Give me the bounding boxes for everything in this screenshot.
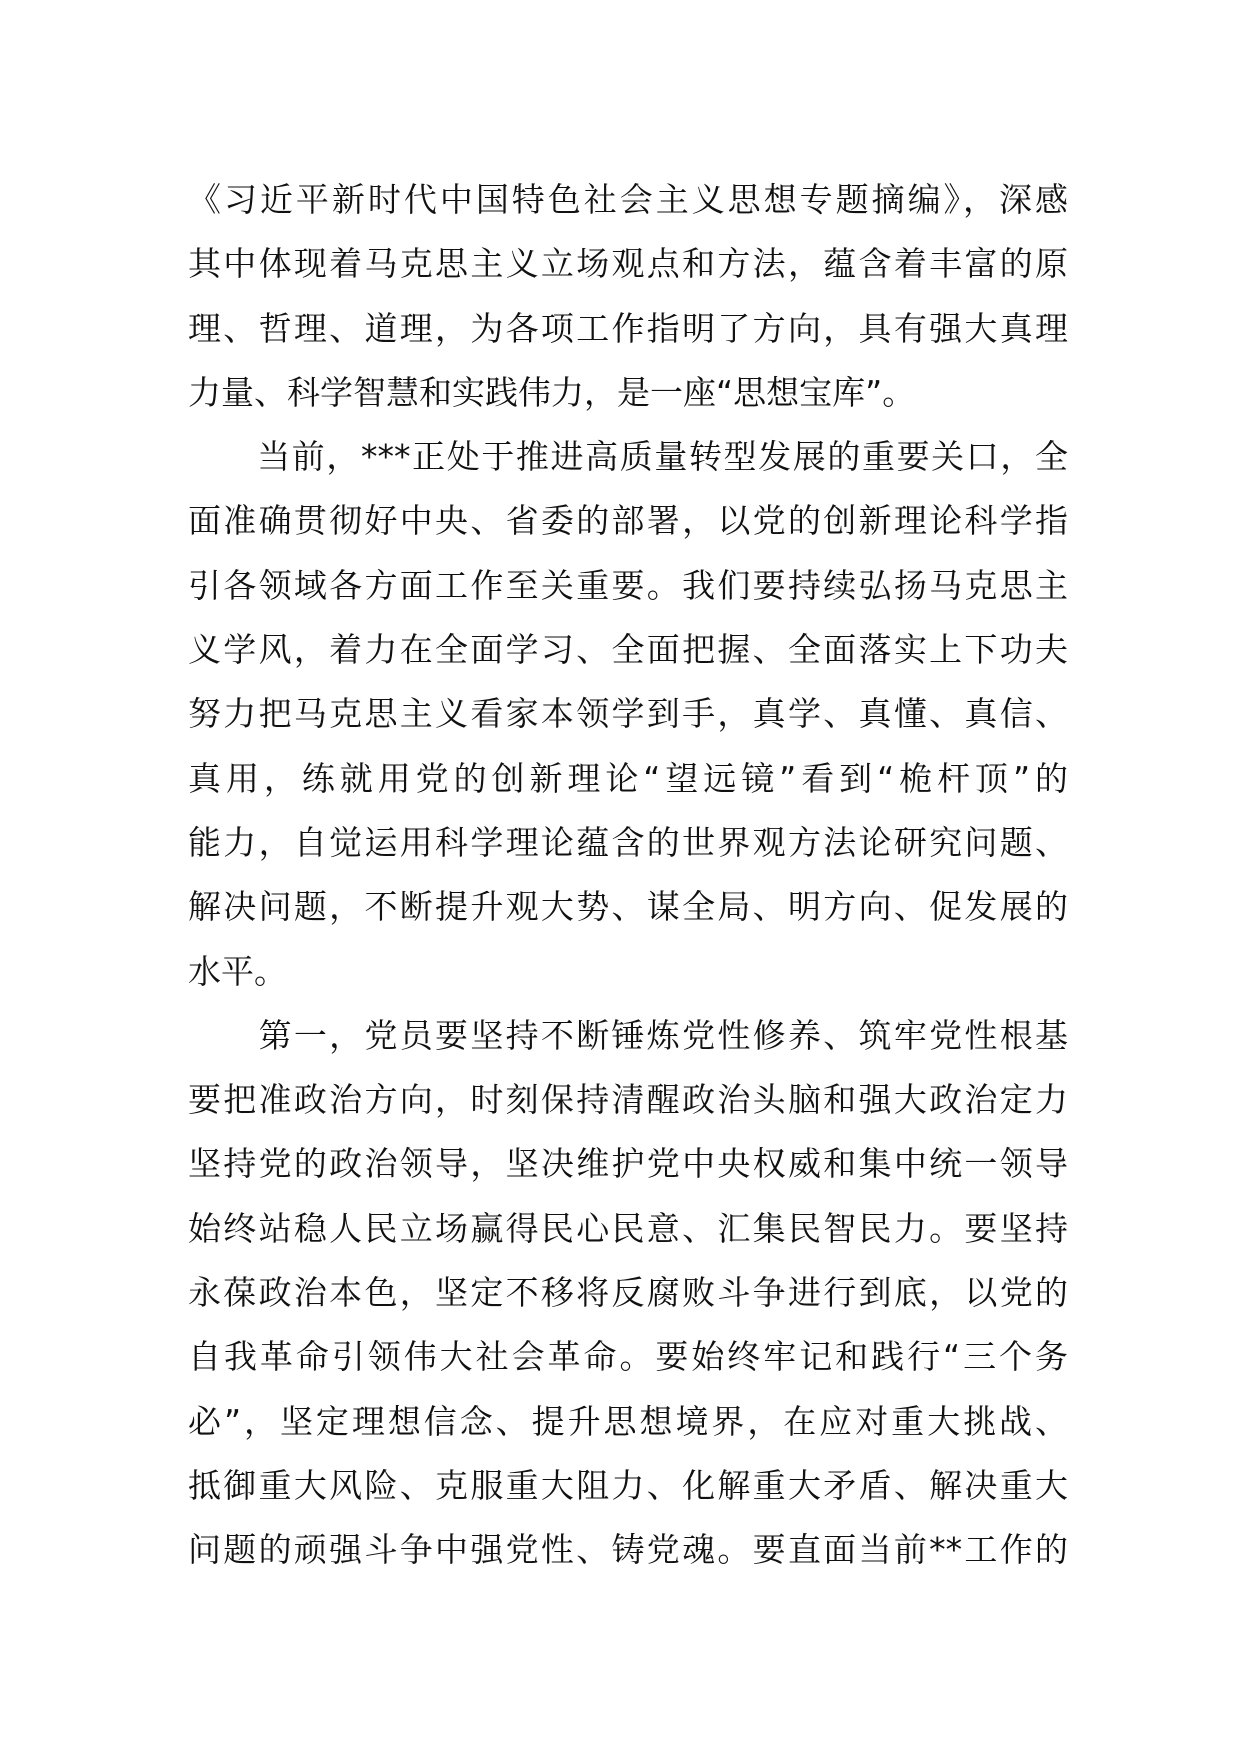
paragraph-2	[188, 425, 1068, 1004]
text-line: 要把准政治方向，时刻保持清醒政治头脑和强大政治定力	[188, 1080, 1068, 1120]
text-line: 水平。	[188, 951, 287, 991]
text-line: 努力把马克思主义看家本领学到手，真学、真懂、真信、	[188, 694, 1068, 734]
text-line: 解决问题，不断提升观大势、谋全局、明方向、促发展的	[188, 887, 1068, 927]
text-line: 当前，***正处于推进高质量转型发展的重要关口，全	[188, 437, 1068, 477]
text-line: 坚持党的政治领导，坚决维护党中央权威和集中统一领导	[188, 1144, 1068, 1184]
text-line: 理、哲理、道理，为各项工作指明了方向，具有强大真理	[188, 308, 1068, 348]
text-line: 《习近平新时代中国特色社会主义思想专题摘编》，深感	[188, 180, 1068, 219]
text-line: 力量、科学智慧和实践伟力，是一座“思想宝库”。	[188, 372, 916, 412]
document-body	[188, 168, 1068, 1583]
text-line: 必”，坚定理想信念、提升思想境界，在应对重大挑战、	[188, 1401, 1068, 1441]
text-line: 引各领域各方面工作至关重要。我们要持续弘扬马克思主	[188, 565, 1068, 605]
text-line: 抵御重大风险、克服重大阻力、化解重大矛盾、解决重大	[188, 1465, 1068, 1505]
text-line: 真用，练就用党的创新理论“望远镜”看到“桅杆顶”的	[188, 758, 1068, 798]
text-line: 第一，党员要坚持不断锤炼党性修养、筑牢党性根基	[188, 1015, 1068, 1055]
paragraph-3	[188, 1004, 1068, 1583]
text-line: 面准确贯彻好中央、省委的部署，以党的创新理论科学指	[188, 501, 1068, 541]
text-line: 永葆政治本色，坚定不移将反腐败斗争进行到底，以党的	[188, 1273, 1068, 1313]
text-line: 能力，自觉运用科学理论蕴含的世界观方法论研究问题、	[188, 822, 1068, 862]
text-line: 问题的顽强斗争中强党性、铸党魂。要直面当前**工作的	[188, 1530, 1068, 1570]
text-line: 其中体现着马克思主义立场观点和方法，蕴含着丰富的原	[188, 244, 1068, 284]
text-line: 始终站稳人民立场赢得民心民意、汇集民智民力。要坚持	[188, 1208, 1068, 1248]
paragraph-1	[188, 168, 1068, 425]
text-line: 义学风，着力在全面学习、全面把握、全面落实上下功夫	[188, 630, 1068, 670]
text-line: 自我革命引领伟大社会革命。要始终牢记和践行“三个务	[188, 1337, 1068, 1377]
